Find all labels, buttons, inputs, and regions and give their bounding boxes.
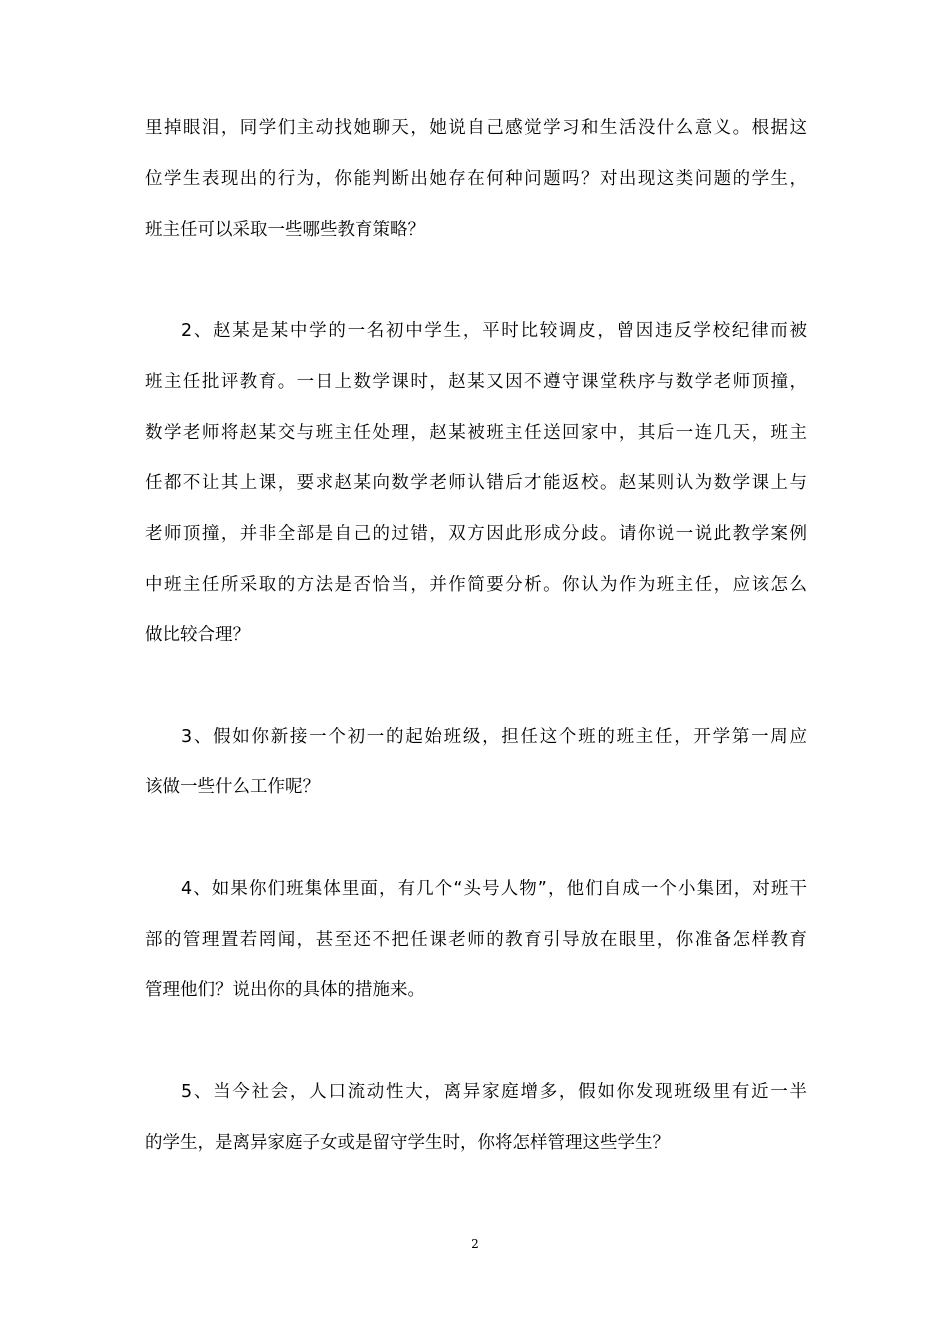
paragraph-1-line-2: 位学生表现出的行为，你能判断出她存在何种问题吗？对出现这类问题的学生， — [145, 169, 807, 189]
paragraph-2-line-3: 数学老师将赵某交与班主任处理，赵某被班主任送回家中，其后一连几天，班主 — [145, 423, 807, 443]
paragraph-4-line-3: 管理他们？说出你的具体的措施来。 — [145, 980, 425, 1000]
paragraph-2-line-2: 班主任批评教育。一日上数学课时，赵某又因不遵守课堂秩序与数学老师顶撞， — [145, 372, 807, 392]
paragraph-2-line-1: 2、赵某是某中学的一名初中学生，平时比较调皮，曾因违反学校纪律而被 — [181, 321, 807, 341]
paragraph-5-line-1: 5、当今社会，人口流动性大，离异家庭增多，假如你发现班级里有近一半 — [181, 1082, 807, 1102]
paragraph-4-line-2: 部的管理置若罔闻，甚至还不把任课老师的教育引导放在眼里，你准备怎样教育 — [145, 930, 807, 950]
paragraph-1-line-1: 里掉眼泪，同学们主动找她聊天，她说自己感觉学习和生活没什么意义。根据这 — [145, 118, 807, 138]
paragraph-5-line-2: 的学生，是离异家庭子女或是留守学生时，你将怎样管理这些学生？ — [145, 1133, 670, 1153]
paragraph-2-line-7: 做比较合理？ — [145, 625, 250, 645]
paragraph-2-line-6: 中班主任所采取的方法是否恰当，并作简要分析。你认为作为班主任，应该怎么 — [145, 575, 807, 595]
paragraph-2-line-4: 任都不让其上课，要求赵某向数学老师认错后才能返校。赵某则认为数学课上与 — [145, 473, 807, 493]
paragraph-2-line-5: 老师顶撞，并非全部是自己的过错，双方因此形成分歧。请你说一说此教学案例 — [145, 524, 807, 544]
page-number: 2 — [471, 1237, 479, 1251]
paragraph-4-line-1: 4、如果你们班集体里面，有几个“头号人物”，他们自成一个小集团，对班干 — [181, 879, 807, 899]
paragraph-3-line-1: 3、假如你新接一个初一的起始班级，担任这个班的班主任，开学第一周应 — [181, 727, 807, 747]
paragraph-3-line-2: 该做一些什么工作呢？ — [145, 777, 320, 797]
paragraph-1-line-3: 班主任可以采取一些哪些教育策略？ — [145, 220, 425, 240]
